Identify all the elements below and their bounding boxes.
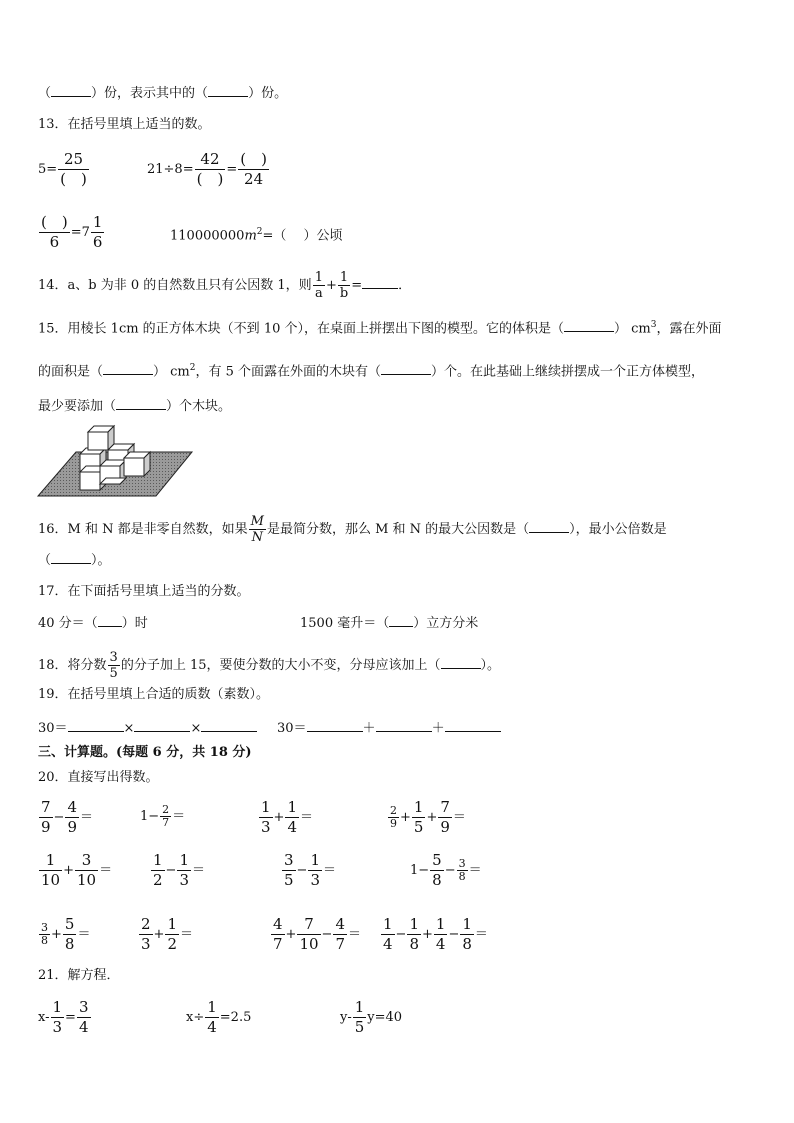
q13-d: $110000000m^2=$（ ）公顷 <box>170 227 343 244</box>
q21-eq2: x÷ $\frac{1}{4}$ =2.5 <box>186 998 252 1036</box>
answer-blank[interactable] <box>103 362 153 375</box>
q13-b: 21÷8= $\frac{42}{( )}$ = $\frac{( )}{24}$ <box>147 150 267 188</box>
section-three-title: 三、计算题。(每题 6 分，共 18 分) <box>38 745 252 760</box>
answer-blank[interactable] <box>441 656 481 669</box>
q19-title: 19．在括号里填上合适的质数（素数）。 <box>38 687 270 702</box>
q20-expr: $\frac{1}{10}$ + $\frac{3}{10}$ ＝ <box>41 851 113 889</box>
q15-line3: 最少要添加（ ）个木块。 <box>38 399 232 414</box>
answer-blank[interactable] <box>134 719 190 732</box>
q20-expr: $\frac{2}{3}$ + $\frac{1}{2}$ ＝ <box>141 915 194 953</box>
answer-blank[interactable] <box>564 319 614 332</box>
q16-line1: 16．M 和 N 都是非零自然数，如果 $\frac{M}{N}$ 是最简分数，那么 M 和 N 的最大公因数是（ ），最小公倍数是 <box>38 514 667 545</box>
q17-title: 17．在下面括号里填上适当的分数。 <box>38 584 250 599</box>
q20-expr: $\frac{4}{7}$ + $\frac{7}{10}$ − $\frac{4}{7}$ ＝ <box>273 915 362 953</box>
answer-blank[interactable] <box>381 362 431 375</box>
q13-a: 5= $\frac{25}{( )}$ <box>38 150 87 188</box>
cube-block <box>88 426 114 450</box>
cube-block <box>124 452 150 476</box>
answer-blank[interactable] <box>307 719 363 732</box>
q17-a: 40 分＝（ ）时 <box>38 616 148 631</box>
answer-blank[interactable] <box>376 719 432 732</box>
q18: 18．将分数 $\frac{3}{5}$ 的分子加上 15，要使分数的大小不变，分母应该加上（ ）。 <box>38 650 501 681</box>
q20-expr: $\frac{3}{5}$ − $\frac{1}{3}$ ＝ <box>284 851 337 889</box>
answer-blank[interactable] <box>529 520 569 533</box>
q21-title: 21．解方程． <box>38 968 120 983</box>
q16-line2: （ ）。 <box>38 553 111 568</box>
q20-expr: $\frac{1}{3}$ + $\frac{1}{4}$ ＝ <box>261 798 314 836</box>
q20-expr: $\frac{7}{9}$ − $\frac{4}{9}$ ＝ <box>41 798 94 836</box>
q20-expr: $\frac{1}{4}$ − $\frac{1}{8}$ + $\frac{1}{4}$ − $\frac{1}{8}$ ＝ <box>383 915 488 953</box>
q20-expr: $\frac{1}{2}$ − $\frac{1}{3}$ ＝ <box>153 851 206 889</box>
q21-eq1: x- $\frac{1}{3}$ = $\frac{3}{4}$ <box>38 998 89 1036</box>
q20-expr: 1− $\frac{2}{7}$ ＝ <box>140 803 186 829</box>
q19-product: 30＝ × × <box>38 719 257 737</box>
q21-eq3: y- $\frac{1}{5}$ y=40 <box>340 998 403 1036</box>
q20-expr: $\frac{2}{9}$ + $\frac{1}{5}$ + $\frac{7}{9}$ ＝ <box>390 798 466 836</box>
q20-expr: 1− $\frac{5}{8}$ − $\frac{3}{8}$ ＝ <box>410 851 482 889</box>
answer-blank[interactable] <box>98 614 122 627</box>
carryover-line: （ ）份，表示其中的（ ）份。 <box>38 86 288 101</box>
q20-expr: $\frac{3}{8}$ + $\frac{5}{8}$ ＝ <box>41 915 91 953</box>
q15-line2: 的面积是（ ） $cm^2$，有 5 个面露在外面的木块有（ ）个。在此基础上继续拼摆成一个正方体模型， <box>38 363 705 380</box>
answer-blank[interactable] <box>389 614 413 627</box>
answer-blank[interactable] <box>362 276 398 289</box>
q14: 14．a、b 为非 0 的自然数且只有公因数 1，则 $\frac{1}{a}$ + $\frac{1}{b}$ = ． <box>38 270 412 301</box>
answer-blank[interactable] <box>51 84 91 97</box>
answer-blank[interactable] <box>51 551 91 564</box>
answer-blank[interactable] <box>445 719 501 732</box>
q13-title: 13．在括号里填上适当的数。 <box>38 117 211 132</box>
answer-blank[interactable] <box>116 397 166 410</box>
q17-b: 1500 毫升＝（ ）立方分米 <box>300 616 479 631</box>
q20-title: 20．直接写出得数。 <box>38 770 159 785</box>
cube-model-figure <box>36 420 196 500</box>
answer-blank[interactable] <box>68 719 124 732</box>
q13-c: $\frac{( )}{6}$ =7 $\frac{1}{6}$ <box>41 213 103 251</box>
q15-line1: 15．用棱长 1cm 的正方体木块（不到 10 个），在桌面上拼摆出下图的模型。它的体积是（ ） $cm^3$，露在外面 <box>38 320 722 337</box>
answer-blank[interactable] <box>201 719 257 732</box>
q19-sum: 30＝ ＋ ＋ <box>277 719 501 737</box>
answer-blank[interactable] <box>208 84 248 97</box>
